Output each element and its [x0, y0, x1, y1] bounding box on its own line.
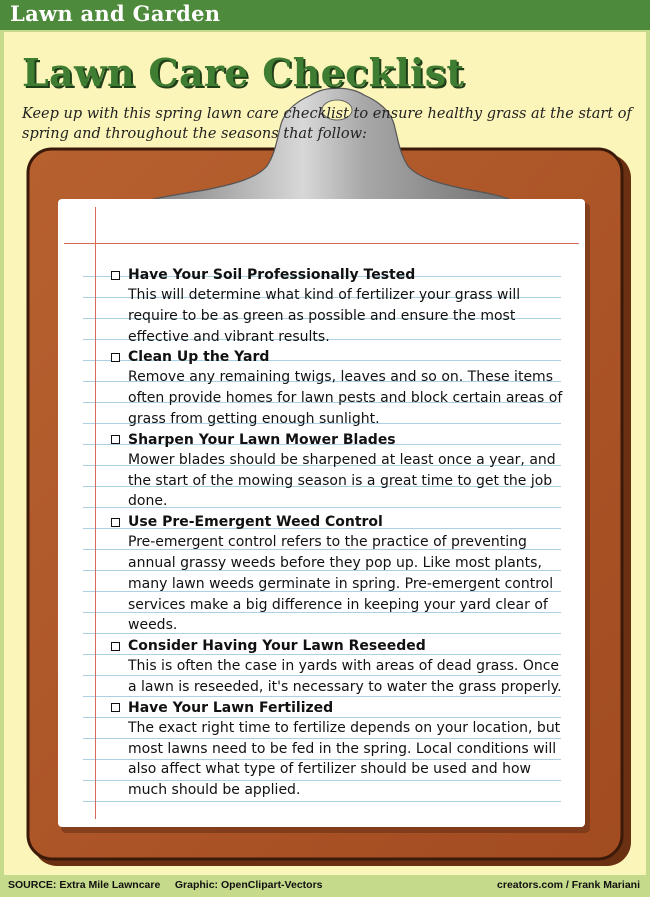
checklist-item	[108, 636, 578, 698]
checkbox-icon	[111, 518, 120, 527]
paper-header-line	[64, 243, 579, 244]
section-label: Lawn and Garden	[10, 1, 221, 26]
checkbox-icon	[111, 642, 120, 651]
checklist-item-heading	[108, 265, 578, 285]
checklist-item-title: Consider Having Your Lawn Reseeded	[128, 638, 426, 655]
intro-text: Keep up with this spring lawn care checklist to ensure healthy grass at the start of spring and throughout the seasons that follow:	[22, 106, 632, 142]
checkbox-icon	[111, 435, 120, 444]
source-credit: SOURCE: Extra Mile Lawncare Graphic: OpenClipart-Vectors	[8, 879, 323, 891]
checkbox-icon	[111, 703, 120, 712]
checklist-item-title: Have Your Soil Professionally Tested	[128, 267, 416, 283]
checklist-item-title: Sharpen Your Lawn Mower Blades	[128, 431, 396, 448]
checklist-item	[108, 265, 578, 347]
checklist-item-text: Remove any remaining twigs, leaves and so on. These items often provide homes for lawn pests and block certain areas of grass from getting enough sunlight.	[128, 369, 563, 427]
checklist	[108, 265, 578, 801]
page-title: Lawn Care Checklist	[22, 50, 465, 95]
checklist-item-text: Mower blades should be sharpened at least once a year, and the start of the mowing season is a great time to get the job done.	[128, 451, 556, 510]
paper-rule-line	[83, 801, 561, 802]
checklist-paper	[58, 199, 585, 827]
checkbox-icon	[111, 271, 120, 280]
checklist-item-heading	[108, 636, 578, 656]
checkbox-icon	[111, 353, 120, 362]
checklist-item-text: This is often the case in yards with areas of dead grass. Once a lawn is reseeded, it's necessary to water the grass properly.	[128, 658, 562, 695]
checklist-item-heading	[108, 430, 578, 450]
checklist-item-text: This will determine what kind of fertilizer your grass will require to be as green as possible and ensure the most effective and vibrant results.	[128, 287, 521, 345]
checklist-item-text: Pre-emergent control refers to the practice of preventing annual grassy weeds before they pop up. Like most plants, many lawn weeds germinate in spring. Pre-emergent control services make a big difference in keeping your yard clear of weeds.	[128, 534, 554, 634]
checklist-item-heading	[108, 347, 578, 367]
checklist-item-text: The exact right time to fertilize depends on your location, but most lawns need to be fed in the spring. Local conditions will also affect what type of fertilizer should be used and how much should be applied.	[128, 719, 561, 799]
graphic-credit: creators.com / Frank Mariani	[497, 879, 640, 891]
paper-margin-line	[95, 207, 96, 819]
checklist-item-heading	[108, 698, 578, 718]
checklist-item-title: Clean Up the Yard	[128, 349, 270, 366]
checklist-item	[108, 347, 578, 429]
checklist-item	[108, 430, 578, 512]
checklist-item	[108, 512, 578, 636]
checklist-item-title: Have Your Lawn Fertilized	[128, 699, 334, 716]
checklist-item	[108, 698, 578, 801]
checklist-item-title: Use Pre-Emergent Weed Control	[128, 514, 383, 531]
checklist-item-heading	[108, 512, 578, 532]
